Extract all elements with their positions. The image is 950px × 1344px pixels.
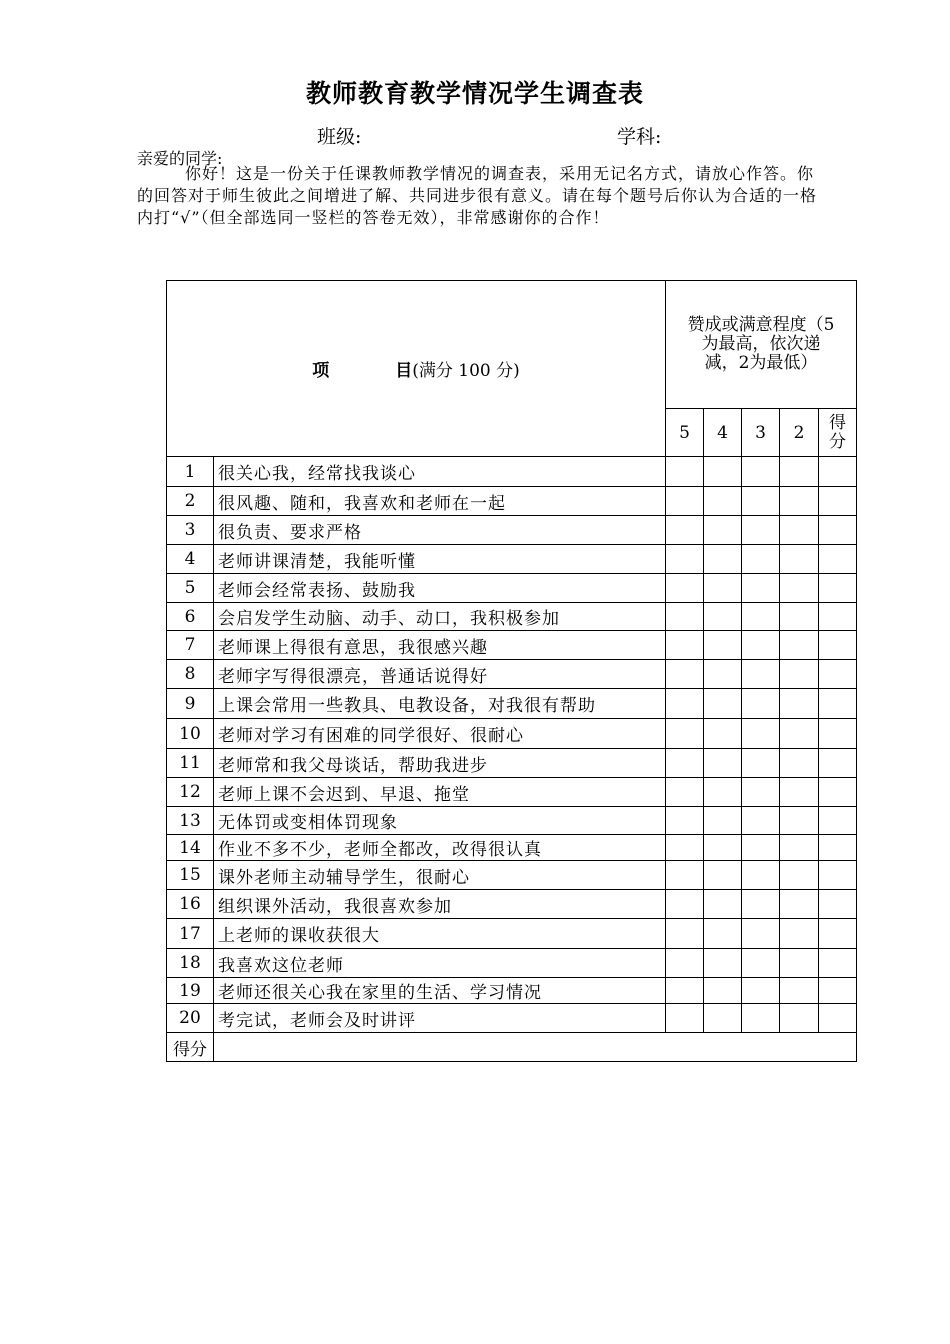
row-score-cell[interactable] — [819, 603, 857, 631]
rating-cell-4[interactable] — [704, 545, 742, 574]
rating-cell-2[interactable] — [780, 978, 819, 1004]
rating-cell-4[interactable] — [704, 719, 742, 749]
rating-cell-4[interactable] — [704, 516, 742, 545]
rating-cell-3[interactable] — [742, 778, 780, 807]
rating-cell-4[interactable] — [704, 949, 742, 978]
rating-cell-5[interactable] — [666, 631, 704, 660]
row-number: 12 — [167, 778, 214, 807]
greeting: 亲爱的同学: — [137, 149, 223, 168]
row-score-cell[interactable] — [819, 919, 857, 949]
scale-5: 5 — [666, 409, 704, 457]
rating-cell-4[interactable] — [704, 978, 742, 1004]
rating-cell-5[interactable] — [666, 545, 704, 574]
rating-cell-2[interactable] — [780, 749, 819, 778]
row-number: 8 — [167, 660, 214, 689]
table-row — [167, 660, 857, 689]
rating-cell-3[interactable] — [742, 689, 780, 719]
table-row — [167, 516, 857, 545]
rating-cell-5[interactable] — [666, 890, 704, 919]
rating-header-text: 赞成或满意程度（5为最高，依次递减，2为最低） — [687, 315, 835, 373]
row-score-cell[interactable] — [819, 949, 857, 978]
rating-cell-4[interactable] — [704, 919, 742, 949]
rating-cell-5[interactable] — [666, 1004, 704, 1033]
rating-cell-5[interactable] — [666, 516, 704, 545]
row-number: 2 — [167, 487, 214, 516]
table-row — [167, 603, 857, 631]
row-score-cell[interactable] — [819, 861, 857, 890]
row-number: 7 — [167, 631, 214, 660]
item-header-char-b: 目 — [395, 361, 413, 381]
row-score-cell[interactable] — [819, 487, 857, 516]
rating-cell-3[interactable] — [742, 574, 780, 603]
table-row — [167, 545, 857, 574]
item-header — [167, 281, 666, 457]
rating-cell-3[interactable] — [742, 861, 780, 890]
total-score-cell[interactable] — [214, 1033, 857, 1062]
subject-label: 学科: — [617, 126, 662, 148]
row-number: 11 — [167, 749, 214, 778]
rating-header — [666, 281, 857, 409]
rating-cell-3[interactable] — [742, 631, 780, 660]
row-score-cell[interactable] — [819, 749, 857, 778]
table-row — [167, 574, 857, 603]
row-item-text: 很负责、要求严格 — [214, 516, 666, 545]
row-item-text: 老师对学习有困难的同学很好、很耐心 — [214, 719, 666, 749]
rating-cell-2[interactable] — [780, 603, 819, 631]
rating-cell-3[interactable] — [742, 890, 780, 919]
rating-cell-5[interactable] — [666, 660, 704, 689]
rating-cell-5[interactable] — [666, 689, 704, 719]
row-number: 6 — [167, 603, 214, 631]
row-number: 5 — [167, 574, 214, 603]
rating-cell-2[interactable] — [780, 919, 819, 949]
row-number: 3 — [167, 516, 214, 545]
rating-cell-2[interactable] — [780, 949, 819, 978]
row-item-text: 上老师的课收获很大 — [214, 919, 666, 949]
table-row — [167, 835, 857, 861]
rating-cell-3[interactable] — [742, 457, 780, 487]
row-item-text: 老师上课不会迟到、早退、拖堂 — [214, 778, 666, 807]
rating-cell-5[interactable] — [666, 807, 704, 835]
rating-cell-5[interactable] — [666, 778, 704, 807]
row-item-text: 考完试，老师会及时讲评 — [214, 1004, 666, 1033]
table-row — [167, 689, 857, 719]
rating-cell-2[interactable] — [780, 835, 819, 861]
table-row — [167, 749, 857, 778]
row-score-cell[interactable] — [819, 719, 857, 749]
rating-cell-2[interactable] — [780, 545, 819, 574]
score-column-header — [819, 409, 857, 457]
rating-cell-4[interactable] — [704, 749, 742, 778]
table-row — [167, 890, 857, 919]
intro-paragraph: 你好！这是一份关于任课教师教学情况的调查表，采用无记名方式，请放心作答。你的回答对于师生彼此之间增进了解、共同进步很有意义。请在每个题号后你认为合适的一格内打“√”（但全部选同一竖栏的答卷无效），非常感谢你的合作！ — [137, 164, 818, 227]
rating-cell-5[interactable] — [666, 487, 704, 516]
rating-cell-3[interactable] — [742, 919, 780, 949]
row-number: 1 — [167, 457, 214, 487]
rating-cell-2[interactable] — [780, 516, 819, 545]
row-item-text: 上课会常用一些教具、电教设备，对我很有帮助 — [214, 689, 666, 719]
row-number: 17 — [167, 919, 214, 949]
rating-cell-3[interactable] — [742, 516, 780, 545]
row-item-text: 会启发学生动脑、动手、动口，我积极参加 — [214, 603, 666, 631]
item-header-note: (满分 100 分) — [412, 361, 520, 381]
rating-cell-3[interactable] — [742, 660, 780, 689]
table-row — [167, 719, 857, 749]
rating-cell-5[interactable] — [666, 861, 704, 890]
rating-cell-4[interactable] — [704, 631, 742, 660]
rating-cell-2[interactable] — [780, 574, 819, 603]
row-score-cell[interactable] — [819, 890, 857, 919]
row-item-text: 很关心我，经常找我谈心 — [214, 457, 666, 487]
row-item-text: 老师常和我父母谈话，帮助我进步 — [214, 749, 666, 778]
rating-cell-3[interactable] — [742, 603, 780, 631]
row-score-cell[interactable] — [819, 1004, 857, 1033]
rating-cell-5[interactable] — [666, 978, 704, 1004]
rating-cell-3[interactable] — [742, 978, 780, 1004]
table-row — [167, 457, 857, 487]
row-score-cell[interactable] — [819, 457, 857, 487]
row-number: 14 — [167, 835, 214, 861]
rating-cell-3[interactable] — [742, 949, 780, 978]
table-row — [167, 807, 857, 835]
survey-table — [166, 280, 857, 1062]
rating-cell-4[interactable] — [704, 835, 742, 861]
row-item-text: 很风趣、随和，我喜欢和老师在一起 — [214, 487, 666, 516]
row-number: 18 — [167, 949, 214, 978]
rating-cell-5[interactable] — [666, 835, 704, 861]
rating-cell-5[interactable] — [666, 603, 704, 631]
rating-cell-4[interactable] — [704, 778, 742, 807]
rating-cell-3[interactable] — [742, 835, 780, 861]
table-row — [167, 949, 857, 978]
rating-cell-3[interactable] — [742, 807, 780, 835]
rating-cell-4[interactable] — [704, 861, 742, 890]
row-number: 9 — [167, 689, 214, 719]
scale-2: 2 — [780, 409, 819, 457]
rating-cell-5[interactable] — [666, 719, 704, 749]
row-item-text: 老师讲课清楚，我能听懂 — [214, 545, 666, 574]
rating-cell-2[interactable] — [780, 660, 819, 689]
page-title: 教师教育教学情况学生调查表 — [305, 79, 644, 108]
row-item-text: 老师会经常表扬、鼓励我 — [214, 574, 666, 603]
row-item-text: 课外老师主动辅导学生，很耐心 — [214, 861, 666, 890]
rating-cell-2[interactable] — [780, 1004, 819, 1033]
table-row — [167, 919, 857, 949]
row-item-text: 我喜欢这位老师 — [214, 949, 666, 978]
row-number: 20 — [167, 1004, 214, 1033]
table-row — [167, 631, 857, 660]
row-item-text: 老师课上得很有意思，我很感兴趣 — [214, 631, 666, 660]
rating-cell-2[interactable] — [780, 807, 819, 835]
rating-cell-3[interactable] — [742, 545, 780, 574]
rating-cell-4[interactable] — [704, 660, 742, 689]
row-number: 13 — [167, 807, 214, 835]
row-score-cell[interactable] — [819, 631, 857, 660]
total-row — [167, 1033, 857, 1062]
row-number: 4 — [167, 545, 214, 574]
rating-cell-4[interactable] — [704, 1004, 742, 1033]
table-row — [167, 778, 857, 807]
rating-cell-5[interactable] — [666, 949, 704, 978]
rating-cell-3[interactable] — [742, 487, 780, 516]
rating-cell-3[interactable] — [742, 1004, 780, 1033]
row-number: 15 — [167, 861, 214, 890]
class-label: 班级: — [317, 126, 362, 148]
total-label: 得分 — [167, 1033, 214, 1062]
rating-cell-4[interactable] — [704, 487, 742, 516]
score-column-text: 得分 — [829, 412, 846, 452]
row-item-text: 无体罚或变相体罚现象 — [214, 807, 666, 835]
rating-cell-5[interactable] — [666, 574, 704, 603]
scale-3: 3 — [742, 409, 780, 457]
row-number: 19 — [167, 978, 214, 1004]
rating-cell-4[interactable] — [704, 890, 742, 919]
rating-cell-4[interactable] — [704, 807, 742, 835]
rating-cell-2[interactable] — [780, 719, 819, 749]
row-score-cell[interactable] — [819, 574, 857, 603]
rating-cell-2[interactable] — [780, 487, 819, 516]
row-score-cell[interactable] — [819, 516, 857, 545]
row-score-cell[interactable] — [819, 778, 857, 807]
row-number: 10 — [167, 719, 214, 749]
row-score-cell[interactable] — [819, 545, 857, 574]
rating-cell-4[interactable] — [704, 689, 742, 719]
rating-cell-2[interactable] — [780, 778, 819, 807]
row-score-cell[interactable] — [819, 660, 857, 689]
scale-4: 4 — [704, 409, 742, 457]
row-score-cell[interactable] — [819, 689, 857, 719]
table-row — [167, 861, 857, 890]
table-row — [167, 1004, 857, 1033]
row-item-text: 作业不多不少，老师全都改，改得很认真 — [214, 835, 666, 861]
rating-cell-3[interactable] — [742, 719, 780, 749]
rating-cell-2[interactable] — [780, 457, 819, 487]
table-row — [167, 487, 857, 516]
rating-cell-5[interactable] — [666, 919, 704, 949]
rating-cell-2[interactable] — [780, 890, 819, 919]
rating-cell-4[interactable] — [704, 603, 742, 631]
row-item-text: 组织课外活动，我很喜欢参加 — [214, 890, 666, 919]
rating-cell-2[interactable] — [780, 689, 819, 719]
row-score-cell[interactable] — [819, 978, 857, 1004]
rating-cell-4[interactable] — [704, 574, 742, 603]
row-number: 16 — [167, 890, 214, 919]
item-header-char-a: 项 — [312, 361, 330, 381]
rating-cell-4[interactable] — [704, 457, 742, 487]
rating-cell-5[interactable] — [666, 457, 704, 487]
row-score-cell[interactable] — [819, 807, 857, 835]
rating-cell-3[interactable] — [742, 749, 780, 778]
rating-cell-5[interactable] — [666, 749, 704, 778]
rating-cell-2[interactable] — [780, 631, 819, 660]
row-item-text: 老师还很关心我在家里的生活、学习情况 — [214, 978, 666, 1004]
table-row — [167, 978, 857, 1004]
rating-cell-2[interactable] — [780, 861, 819, 890]
row-item-text: 老师字写得很漂亮，普通话说得好 — [214, 660, 666, 689]
row-score-cell[interactable] — [819, 835, 857, 861]
